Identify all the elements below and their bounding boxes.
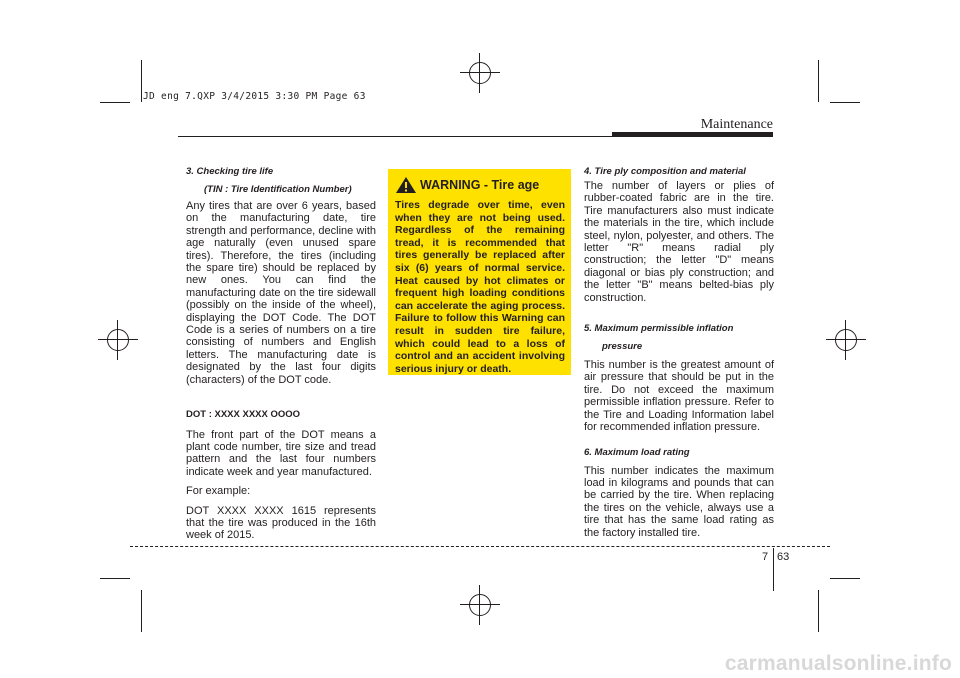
crop-mark — [100, 102, 130, 103]
heading-max-inflation-cont: pressure — [602, 341, 643, 353]
column-left — [186, 166, 376, 549]
warning-title-row — [395, 176, 565, 194]
warning-triangle-icon — [395, 176, 417, 194]
print-slug: JD eng 7.QXP 3/4/2015 3:30 PM Page 63 — [143, 91, 366, 102]
paragraph-example: DOT XXXX XXXX 1615 represents that the tire was produced in the 16th week of 2015. — [186, 504, 376, 542]
heading-checking-tire-life: 3. Checking tire life — [186, 166, 274, 177]
registration-mark-right — [826, 320, 866, 360]
dot-code: DOT : XXXX XXXX OOOO — [186, 409, 301, 421]
paragraph-tire-age: Any tires that are over 6 years, based on the manufacturing date, tire strength and performance, decline with age naturally (even unused spare tires). Therefore, the tires (including the spare tire) should be replaced by new ones. You can find the manufacturing date on the tire sidewall (possibly on the inside of the wheel), displaying the DOT Code. The DOT Code is a series of numbers on a tire consisting of numbers and English letters. The manufacturing date is designated by the last four digits (characters) of the DOT code. — [186, 200, 376, 386]
warning-title: WARNING - Tire age — [420, 178, 540, 192]
crop-mark — [830, 578, 860, 579]
crop-mark — [100, 578, 130, 579]
crop-mark — [141, 60, 142, 102]
watermark: carmanualsonline.info — [724, 652, 952, 675]
column-right — [584, 166, 774, 546]
paragraph-example-label: For example: — [186, 485, 251, 498]
crop-mark — [818, 60, 819, 102]
registration-mark-bottom — [460, 585, 500, 625]
paragraph-dot-front: The front part of the DOT means a plant code number, tire size and tread pattern and the last four numbers indicate week and year manufactured. — [186, 428, 376, 478]
subheading-tin: (TIN : Tire Identification Number) — [204, 184, 352, 195]
chapter-number: 7 — [762, 551, 769, 563]
heading-max-inflation: 5. Maximum permissible inflation — [584, 323, 734, 335]
heading-max-load: 6. Maximum load rating — [584, 446, 690, 458]
warning-box — [388, 169, 571, 375]
registration-mark-left — [98, 320, 138, 360]
registration-mark-top — [460, 53, 500, 93]
warning-body: Tires degrade over time, even when they are not being used. Regardless of the remaining tread, it is recommended that tires generally be replaced after six (6) years of normal service. Heat caused by hot climates or frequent high loading conditions can accelerate the aging process. Failure to follow this Warning can result in sudden tire failure, which could lead to a loss of control and an accident involving serious injury or death. — [395, 199, 565, 375]
footer-dashed-rule — [130, 546, 830, 547]
paragraph-max-inflation: This number is the greatest amount of air pressure that should be put in the tire. Do not exceed the maximum permissible inflation pressure. Refer to the Tire and Loading Information label for recommended inflation pressure. — [584, 359, 774, 434]
crop-mark — [830, 102, 860, 103]
page-number: 63 — [777, 551, 790, 563]
crop-mark — [818, 590, 819, 632]
header-bar — [612, 132, 773, 137]
paragraph-tire-ply: The number of layers or plies of rubber-coated fabric are in the tire. Tire manufacturers also must indicate the materials in the tire, which include steel, nylon, polyester, and others. The letter "R" means radial ply construction; the letter "D" means diagonal or bias ply construction; and the letter "B" means belted-bias ply construction. — [584, 180, 774, 304]
section-title: Maintenance — [700, 117, 773, 132]
paragraph-max-load: This number indicates the maximum load in kilograms and pounds that can be carried by the tire. When replacing the tires on the vehicle, always use a tire that has the same load rating as the factory installed tire. — [584, 464, 774, 539]
footer-separator — [773, 548, 774, 591]
heading-tire-ply: 4. Tire ply composition and material — [584, 166, 746, 177]
crop-mark — [141, 590, 142, 632]
